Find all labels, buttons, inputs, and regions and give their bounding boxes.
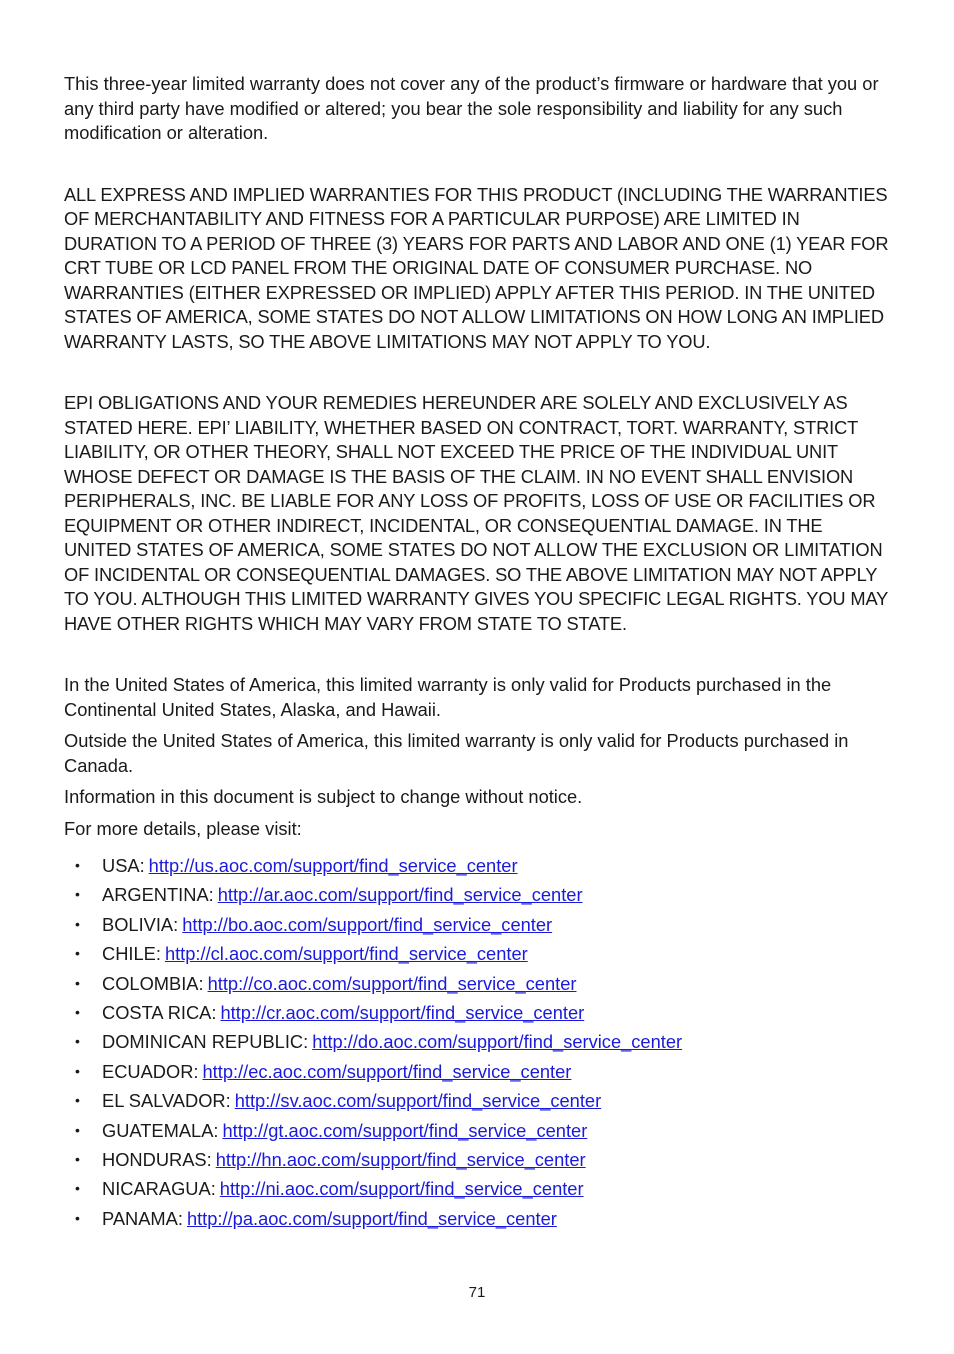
bullet-icon: •: [75, 1150, 80, 1167]
service-center-link-dominican-republic[interactable]: http://do.aoc.com/support/find_service_center: [312, 1031, 683, 1053]
bullet-icon: •: [75, 1121, 80, 1138]
list-item-el-salvador: [64, 1086, 894, 1115]
list-item-dominican-republic: [64, 1027, 894, 1056]
list-item-nicaragua: [64, 1174, 894, 1203]
list-item-usa: [64, 851, 894, 880]
country-label: PANAMA:: [102, 1207, 183, 1229]
more-details-paragraph: For more details, please visit:: [64, 817, 302, 839]
page-number: 71: [468, 1284, 486, 1301]
list-item-argentina: [64, 880, 894, 909]
service-center-link-nicaragua[interactable]: http://ni.aoc.com/support/find_service_center: [219, 1178, 584, 1200]
country-label: ARGENTINA:: [102, 884, 214, 906]
list-item-honduras: [64, 1145, 894, 1174]
country-label: NICARAGUA:: [102, 1178, 216, 1200]
bullet-icon: •: [75, 1003, 80, 1020]
service-center-link-costa-rica[interactable]: http://cr.aoc.com/support/find_service_center: [220, 1001, 585, 1023]
bullet-icon: •: [75, 1062, 80, 1079]
service-center-link-bolivia[interactable]: http://bo.aoc.com/support/find_service_center: [182, 913, 553, 935]
modification-paragraph: This three-year limited warranty does not cover any of the product’s firmware or hardware that you or any third party have modified or altered; you bear the sole responsibility and liability for any such modification or alteration.: [64, 73, 879, 143]
bullet-icon: •: [75, 974, 80, 991]
country-label: GUATEMALA:: [102, 1119, 219, 1141]
bullet-icon: •: [75, 915, 80, 932]
change-notice-paragraph: Information in this document is subject to change without notice.: [64, 786, 583, 807]
list-item-ecuador: [64, 1057, 894, 1086]
service-center-link-guatemala[interactable]: http://gt.aoc.com/support/find_service_center: [222, 1119, 588, 1141]
service-center-link-panama[interactable]: http://pa.aoc.com/support/find_service_center: [186, 1207, 557, 1229]
bullet-icon: •: [75, 1180, 80, 1197]
list-item-chile: [64, 939, 894, 968]
bullet-icon: •: [75, 1209, 80, 1226]
bullet-icon: •: [75, 945, 80, 962]
bullet-icon: •: [75, 1092, 80, 1109]
liability-paragraph: EPI OBLIGATIONS AND YOUR REMEDIES HEREUNDER ARE SOLELY AND EXCLUSIVELY AS STATED HERE. EPI’ LIABILITY, WHETHER BASED ON CONTRACT, TORT. WARRANTY, STRICT LIABILITY, OR OTHER THEORY, SHALL NOT EXCEED THE PRICE OF THE INDIVIDUAL UNIT WHOSE DEFECT OR DAMAGE IS THE BASIS OF THE CLAIM. IN NO EVENT SHALL ENVISION PERIPHERALS, INC. BE LIABLE FOR ANY LOSS OF PROFITS, LOSS OF USE OR FACILITIES OR EQUIPMENT OR OTHER INDIRECT, INCIDENTAL, OR CONSEQUENTIAL DAMAGE. IN THE UNITED STATES OF AMERICA, SOME STATES DO NOT ALLOW THE EXCLUSION OR LIMITATION OF INCIDENTAL OR CONSEQUENTIAL DAMAGES. SO THE ABOVE LIMITATION MAY NOT APPLY TO YOU. ALTHOUGH THIS LIMITED WARRANTY GIVES YOU SPECIFIC LEGAL RIGHTS. YOU MAY HAVE OTHER RIGHTS WHICH MAY VARY FROM STATE TO STATE.: [64, 392, 888, 634]
outside-us-validity-paragraph: Outside the United States of America, this limited warranty is only valid for Products purchased in Canada.: [64, 730, 849, 776]
implied-warranties-paragraph: ALL EXPRESS AND IMPLIED WARRANTIES FOR THIS PRODUCT (INCLUDING THE WARRANTIES OF MERCHANTABILITY AND FITNESS FOR A PARTICULAR PURPOSE) ARE LIMITED IN DURATION TO A PERIOD OF THREE (3) YEARS FOR PARTS AND LABOR AND ONE (1) YEAR FOR CRT TUBE OR LCD PANEL FROM THE ORIGINAL DATE OF CONSUMER PURCHASE. NO WARRANTIES (EITHER EXPRESSED OR IMPLIED) APPLY AFTER THIS PERIOD. IN THE UNITED STATES OF AMERICA, SOME STATES DO NOT ALLOW LIMITATIONS ON HOW LONG AN IMPLIED WARRANTY LASTS, SO THE ABOVE LIMITATIONS MAY NOT APPLY TO YOU.: [64, 183, 889, 352]
country-label: HONDURAS:: [102, 1148, 212, 1170]
service-center-link-chile[interactable]: http://cl.aoc.com/support/find_service_center: [164, 943, 528, 965]
country-label: BOLIVIA:: [102, 913, 179, 935]
list-item-colombia: [64, 969, 894, 998]
service-center-link-ecuador[interactable]: http://ec.aoc.com/support/find_service_center: [202, 1060, 572, 1082]
bullet-icon: •: [75, 857, 80, 873]
list-item-guatemala: [64, 1116, 894, 1145]
country-label: DOMINICAN REPUBLIC:: [102, 1031, 309, 1053]
list-item-costa-rica: [64, 998, 894, 1027]
list-item-bolivia: [64, 910, 894, 939]
country-label: COSTA RICA:: [102, 1001, 217, 1023]
document-page: [64, 72, 894, 1233]
us-validity-paragraph: In the United States of America, this limited warranty is only valid for Products purchased in the Continental United States, Alaska, and Hawaii.: [64, 674, 832, 720]
service-center-link-colombia[interactable]: http://co.aoc.com/support/find_service_center: [207, 972, 577, 994]
country-label: ECUADOR:: [102, 1060, 199, 1082]
service-center-link-usa[interactable]: http://us.aoc.com/support/find_service_center: [148, 855, 518, 876]
service-center-link-el-salvador[interactable]: http://sv.aoc.com/support/find_service_center: [234, 1090, 602, 1112]
service-center-link-honduras[interactable]: http://hn.aoc.com/support/find_service_center: [215, 1148, 586, 1170]
country-label: USA:: [102, 855, 145, 876]
service-center-link-argentina[interactable]: http://ar.aoc.com/support/find_service_center: [217, 884, 583, 906]
country-label: EL SALVADOR:: [102, 1090, 231, 1112]
list-item-panama: [64, 1204, 894, 1233]
service-center-list: [64, 851, 894, 1233]
country-label: CHILE:: [102, 943, 161, 965]
bullet-icon: •: [75, 1033, 80, 1050]
bullet-icon: •: [75, 886, 80, 903]
country-label: COLOMBIA:: [102, 972, 204, 994]
